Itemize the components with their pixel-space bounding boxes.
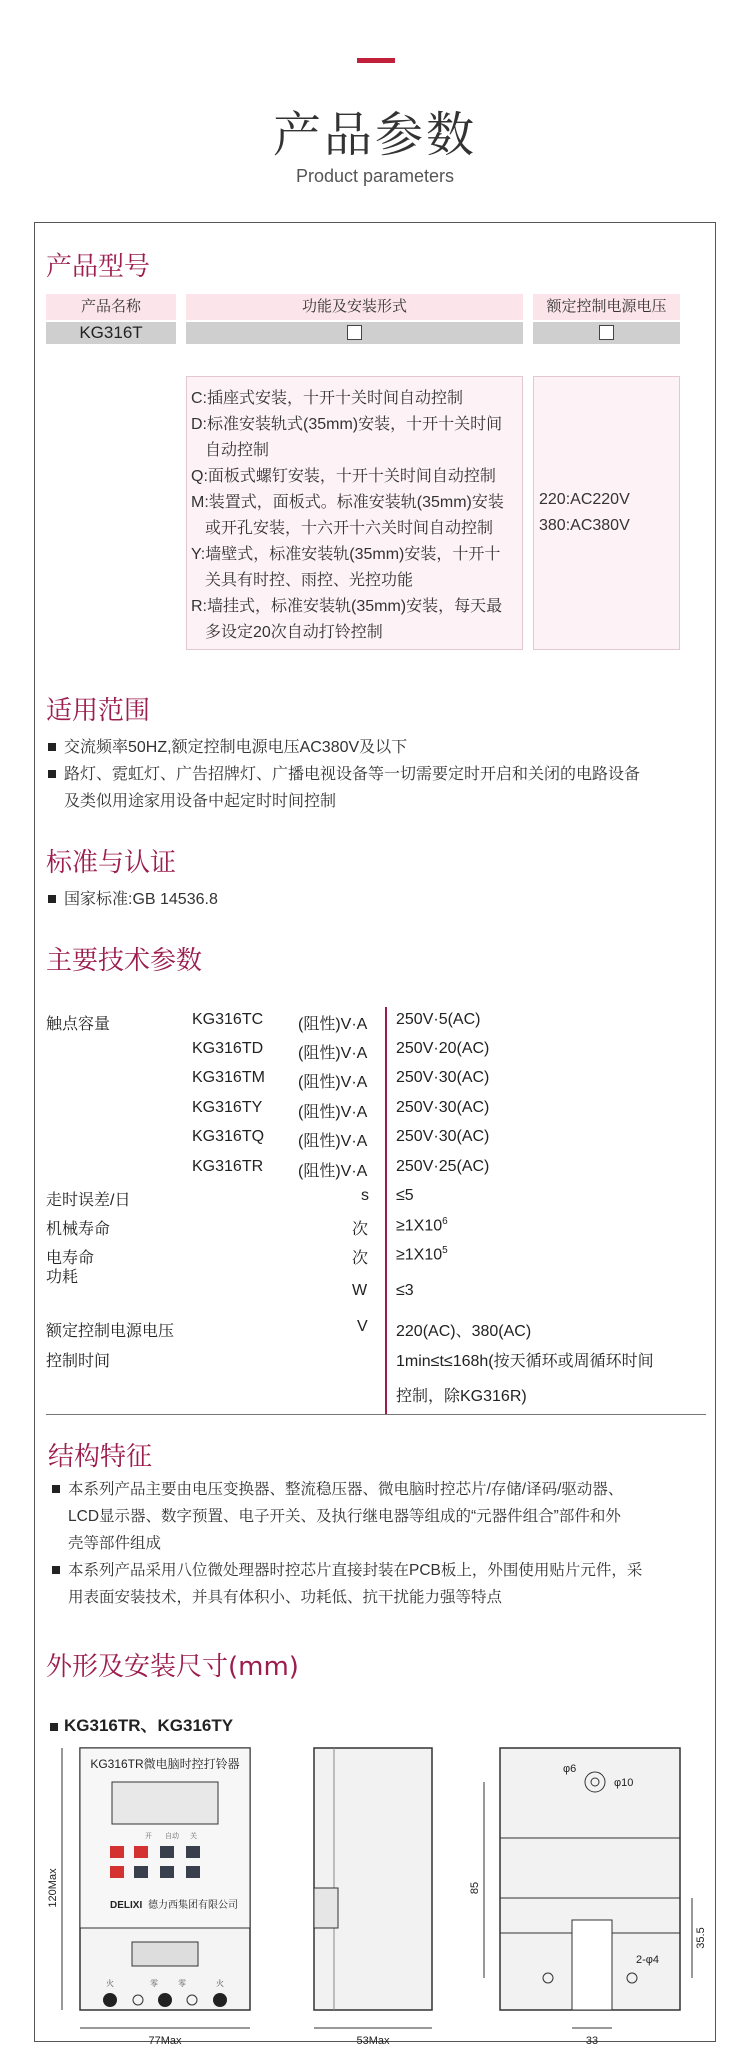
col-header-name: 产品名称 <box>46 294 176 320</box>
elec-life-label: 电寿命 <box>46 1250 95 1267</box>
display-label: 关 <box>190 1833 197 1840</box>
contact-unit: (阻性)V·A <box>298 1163 368 1180</box>
contact-model: KG316TM <box>192 1069 265 1086</box>
standard-item: 国家标准:GB 14536.8 <box>46 886 706 913</box>
contact-unit: (阻性)V·A <box>298 1133 368 1150</box>
function-option-y: Y:墙壁式，标准安装轨(35mm)安装，十开十 <box>191 546 501 563</box>
function-option-y-cont: 关具有时控、雨控、光控功能 <box>205 572 414 589</box>
dim-33: 33 <box>585 2035 599 2047</box>
time-error-value: ≤5 <box>396 1187 414 1204</box>
power-label: 功耗 <box>46 1269 79 1286</box>
function-option-m: M:装置式，面板式。标准安装轨(35mm)安装 <box>191 494 504 511</box>
model-name-cell: KG316T <box>46 322 176 344</box>
function-option-m-cont: 或开孔安装，十六开十六关时间自动控制 <box>205 520 494 537</box>
hole-small-dim: φ6 <box>563 1763 577 1775</box>
voltage-checkbox[interactable] <box>599 325 614 340</box>
width-dim: 77Max <box>148 2035 182 2047</box>
contact-unit: (阻性)V·A <box>298 1074 368 1091</box>
structure-item: 本系列产品采用八位微处理器时控芯片直接封装在PCB板上，外围使用贴片元件，采 <box>50 1557 710 1584</box>
mount-holes-dim: 2-φ4 <box>636 1954 660 1966</box>
dim-35-5: 35.5 <box>695 1927 707 1949</box>
function-option-c: C:插座式安装，十开十关时间自动控制 <box>191 390 464 407</box>
structure-section-title: 结构特征 <box>48 1442 153 1472</box>
contact-unit: (阻性)V·A <box>298 1016 368 1033</box>
contact-model: KG316TQ <box>192 1128 265 1145</box>
hole-large-dim: φ10 <box>614 1777 634 1789</box>
standard-section-title: 标准与认证 <box>46 848 177 878</box>
mech-life-value: $\ge 1X10^6$ <box>396 1216 448 1235</box>
terminal-label: 火 <box>216 1979 224 1988</box>
contact-model: KG316TY <box>192 1099 263 1116</box>
structure-item: 本系列产品主要由电压变换器、整流稳压器、微电脑时控芯片/存储/译码/驱动器、 <box>50 1476 710 1503</box>
contact-value: 250V·30(AC) <box>396 1128 490 1145</box>
function-select-cell <box>186 322 523 344</box>
contact-unit: (阻性)V·A <box>298 1045 368 1062</box>
elec-life-unit: 次 <box>352 1250 369 1267</box>
page-title: 产品参数 <box>272 107 477 163</box>
structure-item-cont: LCD显示器、数字预置、电子开关、及执行继电器等组成的“元器件组合”部件和外 <box>68 1508 621 1525</box>
side-view-drawing <box>300 1738 450 2050</box>
scope-section-title: 适用范围 <box>46 696 151 726</box>
page-subtitle: Product parameters <box>295 166 455 186</box>
contact-model: KG316TR <box>192 1158 264 1175</box>
function-option-r-cont: 多设定20次自动打铃控制 <box>205 624 383 641</box>
function-option-d: D:标准安装轨式(35mm)安装，十开十关时间 <box>191 416 503 433</box>
time-error-unit: s <box>361 1187 369 1204</box>
scope-item: 路灯、霓虹灯、广告招牌灯、广播电视设备等一切需要定时开启和关闭的电路设备 <box>46 761 706 788</box>
tech-section-title: 主要技术参数 <box>46 946 203 976</box>
voltage-options-list <box>539 487 679 539</box>
terminal-label: 零 <box>178 1979 186 1988</box>
function-option-r: R:墙挂式，标准安装轨(35mm)安装，每天最 <box>191 598 503 615</box>
contact-value: 250V·30(AC) <box>396 1069 490 1086</box>
contact-value: 250V·20(AC) <box>396 1040 490 1057</box>
contact-capacity-label: 触点容量 <box>46 1016 111 1033</box>
scope-list <box>46 734 706 815</box>
brand-logo: DELIXI <box>110 1900 143 1911</box>
terminal-label: 零 <box>150 1979 158 1988</box>
power-value: ≤3 <box>396 1282 414 1299</box>
mech-life-unit: 次 <box>352 1221 369 1238</box>
col-header-voltage: 额定控制电源电压 <box>533 294 680 320</box>
rated-voltage-value: 220(AC)、380(AC) <box>396 1323 532 1340</box>
scope-item: 交流频率50HZ,额定控制电源电压AC380V及以下 <box>46 734 706 761</box>
company-name: 德力西集团有限公司 <box>148 1900 238 1911</box>
elec-life-value: $\ge 1X10^5$ <box>396 1245 448 1264</box>
contact-model: KG316TD <box>192 1040 264 1057</box>
spec-divider <box>385 1007 387 1414</box>
control-time-value-cont: 控制，除KG316R) <box>396 1388 527 1405</box>
title-accent-bar <box>357 58 395 63</box>
contact-value: 250V·25(AC) <box>396 1158 490 1175</box>
function-options-list <box>191 386 521 646</box>
back-view-drawing <box>460 1738 710 2050</box>
dims-models-label: KG316TR、KG316TY <box>50 1711 233 1736</box>
col-header-function: 功能及安装形式 <box>186 294 523 320</box>
power-unit: W <box>352 1282 368 1299</box>
terminal-label: 火 <box>106 1979 114 1988</box>
device-label: KG316TR微电脑时控打铃器 <box>90 1757 240 1771</box>
mech-life-label: 机械寿命 <box>46 1221 111 1238</box>
contact-value: 250V·30(AC) <box>396 1099 490 1116</box>
voltage-select-cell <box>533 322 680 344</box>
dims-section-title: 外形及安装尺寸(mm) <box>46 1652 299 1682</box>
structure-list <box>50 1476 710 1611</box>
control-time-value: 1min≤t≤168h(按天循环或周循环时间 <box>396 1353 654 1370</box>
structure-item-cont: 用表面安装技术，并具有体积小、功耗低、抗干扰能力强等特点 <box>68 1589 503 1606</box>
voltage-option-380: 380:AC380V <box>539 517 630 534</box>
control-time-label: 控制时间 <box>46 1353 111 1370</box>
rated-voltage-unit: V <box>357 1318 368 1335</box>
model-section-title: 产品型号 <box>46 252 151 282</box>
side-width-dim: 53Max <box>356 2035 390 2047</box>
dim-85: 85 <box>469 1881 481 1895</box>
function-option-q: Q:面板式螺钉安装，十开十关时间自动控制 <box>191 468 496 485</box>
spec-bottom-rule <box>46 1414 706 1415</box>
height-dim: 120Max <box>47 1868 59 1908</box>
standard-list <box>46 886 706 913</box>
function-checkbox[interactable] <box>347 325 362 340</box>
structure-item-cont: 壳等部件组成 <box>68 1535 162 1552</box>
contact-model: KG316TC <box>192 1011 264 1028</box>
rated-voltage-label: 额定控制电源电压 <box>46 1323 175 1340</box>
contact-value: 250V·5(AC) <box>396 1011 481 1028</box>
front-view-drawing <box>40 1738 270 2050</box>
function-option-d-cont: 自动控制 <box>205 442 270 459</box>
contact-unit: (阻性)V·A <box>298 1104 368 1121</box>
display-label: 开 <box>145 1833 152 1840</box>
voltage-option-220: 220:AC220V <box>539 491 630 508</box>
display-label: 自动 <box>165 1833 179 1840</box>
time-error-label: 走时误差/日 <box>46 1192 131 1209</box>
scope-item-cont: 及类似用途家用设备中起定时时间控制 <box>64 793 337 810</box>
